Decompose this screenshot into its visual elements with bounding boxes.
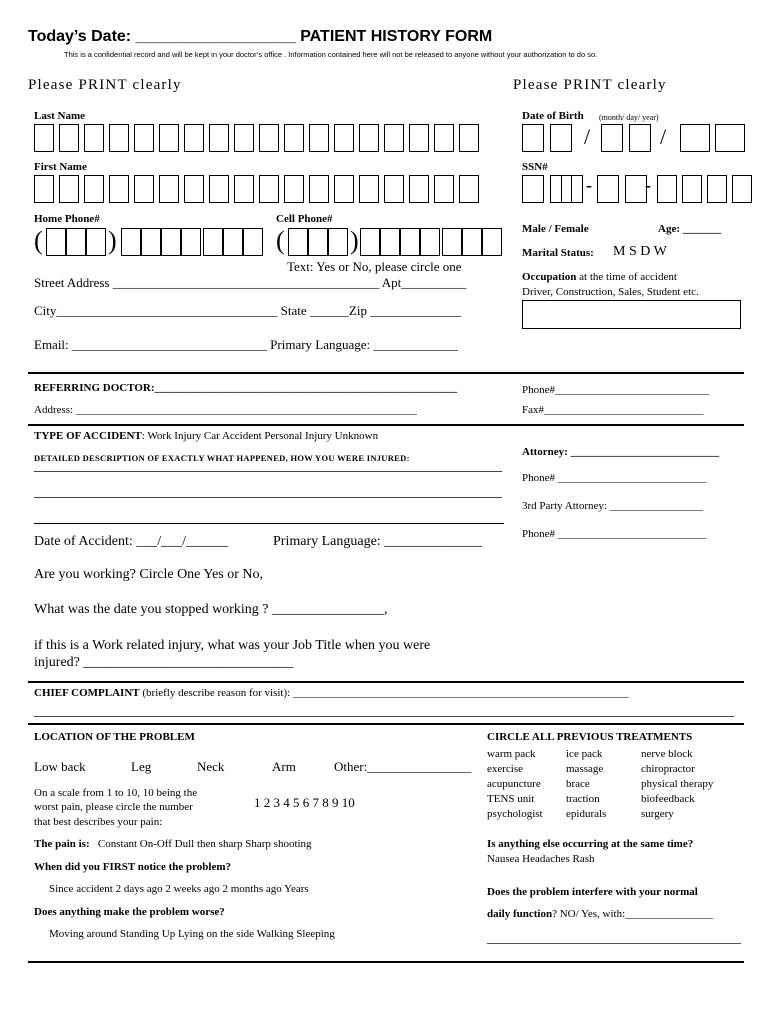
accident-language-field[interactable]: Primary Language: ______________: [273, 534, 483, 549]
ssn-boxes-1b[interactable]: [561, 175, 583, 203]
cell-area-code-boxes[interactable]: [288, 228, 348, 256]
occupation-label: Occupation: [522, 271, 577, 283]
interfere-field[interactable]: [487, 908, 713, 920]
pain-type-line[interactable]: [34, 838, 312, 850]
worse-question: Does anything make the problem worse?: [34, 906, 225, 918]
accident-date-field[interactable]: Date of Accident: ___/___/______: [34, 534, 229, 549]
divider-referring: [28, 372, 744, 374]
dob-month-boxes[interactable]: [522, 124, 578, 152]
marital-status-label: Marital Status:: [522, 247, 594, 259]
treatment-epidurals[interactable]: epidurals: [566, 808, 607, 820]
job-title-question: if this is a Work related injury, what was your Job Title when you were: [34, 638, 431, 653]
home-area-close-paren: ): [108, 226, 117, 255]
worse-options[interactable]: Moving around Standing Up Lying on the side Walking Sleeping: [49, 928, 335, 940]
scale-text-3: that best describes your pain:: [34, 816, 163, 828]
street-address-field[interactable]: Street Address _________________________________________ Apt__________: [34, 275, 467, 290]
city-state-zip-field[interactable]: City__________________________________ State ______Zip ______________: [34, 303, 462, 318]
last-name-label: Last Name: [34, 110, 86, 122]
cell-phone-label: Cell Phone#: [276, 213, 333, 225]
print-clearly-right: Please PRINT clearly: [513, 77, 667, 93]
treatment-traction[interactable]: traction: [566, 793, 600, 805]
chief-complaint-field[interactable]: [34, 687, 628, 699]
confidential-notice: This is a confidential record and will be kept in your doctor’s office . Information contained here will not be released to anyone without your authorization to do so.: [64, 50, 598, 59]
dob-slash-2: /: [660, 124, 667, 149]
attorney-label: Attorney: ___________________________: [522, 446, 720, 458]
location-neck[interactable]: Neck: [197, 759, 225, 774]
description-line-1[interactable]: [34, 471, 502, 472]
divider-bottom: [28, 961, 744, 963]
location-low-back[interactable]: Low back: [34, 759, 86, 774]
treatment-chiropractor[interactable]: chiropractor: [641, 763, 695, 775]
third-party-phone-field[interactable]: Phone# ___________________________: [522, 528, 707, 540]
scale-text-2: worst pain, please circle the number: [34, 801, 193, 813]
ssn-boxes-3[interactable]: [657, 175, 752, 203]
accident-description-label: DETAILED DESCRIPTION OF EXACTLY WHAT HAPPENED, HOW YOU WERE INJURED:: [34, 453, 410, 463]
interfere-daily-function: daily function: [487, 908, 553, 920]
ssn-label: SSN#: [522, 161, 548, 173]
treatment-massage[interactable]: massage: [566, 763, 604, 775]
occupation-input[interactable]: [522, 300, 741, 329]
treatment-brace[interactable]: brace: [566, 778, 590, 790]
first-notice-options[interactable]: Since accident 2 days ago 2 weeks ago 2 months ago Years: [49, 883, 309, 895]
referring-phone-field[interactable]: Phone#____________________________: [522, 384, 709, 396]
form-title: Today’s Date: __________________ PATIENT HISTORY FORM: [28, 28, 493, 45]
treatment-biofeedback[interactable]: biofeedback: [641, 793, 695, 805]
scale-text-1: On a scale from 1 to 10, 10 being the: [34, 787, 198, 799]
first-name-boxes[interactable]: [34, 175, 484, 203]
dob-day-boxes[interactable]: [601, 124, 657, 152]
last-name-boxes[interactable]: [34, 124, 484, 152]
marital-options[interactable]: M S D W: [613, 244, 667, 259]
dob-hint: (month/ day/ year): [599, 113, 659, 122]
text-consent[interactable]: Text: Yes or No, please circle one: [287, 259, 462, 274]
first-name-label: First Name: [34, 161, 87, 173]
treatment-warm-pack[interactable]: warm pack: [487, 748, 536, 760]
attorney-phone-field[interactable]: Phone# ___________________________: [522, 472, 707, 484]
cell-area-close-paren: ): [350, 226, 359, 255]
job-title-field[interactable]: injured? ______________________________: [34, 655, 294, 670]
treatment-nerve-block[interactable]: nerve block: [641, 748, 693, 760]
else-occurring-options[interactable]: Nausea Headaches Rash: [487, 853, 595, 865]
location-other[interactable]: Other:________________: [334, 759, 472, 774]
email-language-field[interactable]: Email: ______________________________ Primary Language: _____________: [34, 337, 458, 352]
referring-fax-field[interactable]: Fax#_____________________________: [522, 404, 704, 416]
description-line-2[interactable]: [34, 497, 502, 498]
sex-field[interactable]: Male / Female: [522, 223, 589, 235]
divider-location: [28, 723, 744, 725]
chief-complaint-rest: (briefly describe reason for visit): _____________________________________________________________: [139, 687, 629, 699]
home-phone-label: Home Phone#: [34, 213, 100, 225]
home-phone-boxes[interactable]: [121, 228, 263, 256]
working-question[interactable]: Are you working? Circle One Yes or No,: [34, 567, 264, 582]
dob-year-boxes[interactable]: [680, 124, 750, 152]
interfere-answer[interactable]: ? NO/ Yes, with:________________: [552, 908, 714, 920]
treatment-tens-unit[interactable]: TENS unit: [487, 793, 535, 805]
cell-phone-boxes[interactable]: [360, 228, 502, 256]
accident-type-label: TYPE OF ACCIDENT: [34, 430, 142, 442]
occupation-label-rest: at the time of accident: [576, 271, 677, 283]
interfere-line-2[interactable]: [487, 943, 741, 944]
interfere-question: Does the problem interfere with your normal: [487, 886, 698, 898]
chief-complaint-label: CHIEF COMPLAINT: [34, 687, 140, 699]
home-area-code-boxes[interactable]: [46, 228, 106, 256]
referring-doctor-field[interactable]: REFERRING DOCTOR:_______________________________________________________: [34, 382, 458, 394]
treatment-psychologist[interactable]: psychologist: [487, 808, 543, 820]
chief-complaint-line-2[interactable]: [34, 716, 734, 717]
treatment-physical-therapy[interactable]: physical therapy: [641, 778, 714, 790]
third-party-attorney-field[interactable]: 3rd Party Attorney: _________________: [522, 500, 704, 512]
divider-accident: [28, 424, 744, 426]
location-arm[interactable]: Arm: [272, 759, 296, 774]
first-notice-question: When did you FIRST notice the problem?: [34, 861, 232, 873]
divider-chief-complaint: [28, 681, 744, 683]
ssn-dash-2: -: [645, 175, 651, 195]
treatments-title: CIRCLE ALL PREVIOUS TREATMENTS: [487, 731, 693, 743]
treatment-ice-pack[interactable]: ice pack: [566, 748, 603, 760]
location-leg[interactable]: Leg: [131, 759, 152, 774]
accident-type-options[interactable]: : Work Injury Car Accident Personal Injury Unknown: [141, 430, 379, 442]
treatments-col-2[interactable]: [566, 747, 606, 822]
location-title: LOCATION OF THE PROBLEM: [34, 731, 195, 743]
accident-type-line[interactable]: [34, 430, 378, 442]
dob-slash-1: /: [584, 124, 591, 149]
pain-type-options[interactable]: Constant On-Off Dull then sharp Sharp shooting: [97, 838, 312, 850]
treatment-exercise[interactable]: exercise: [487, 763, 524, 775]
occupation-examples: Driver, Construction, Sales, Student etc.: [522, 286, 699, 298]
dob-label: Date of Birth: [522, 110, 584, 122]
occupation-label-line: [522, 271, 677, 283]
referring-address-field[interactable]: Address: ______________________________________________________________: [34, 404, 417, 416]
home-area-open-paren: (: [34, 226, 43, 255]
description-line-3[interactable]: [34, 523, 504, 524]
ssn-dash-1: -: [586, 175, 592, 195]
treatment-surgery[interactable]: surgery: [641, 808, 674, 820]
treatment-acupuncture[interactable]: acupuncture: [487, 778, 541, 790]
pain-scale-numbers[interactable]: 1 2 3 4 5 6 7 8 9 10: [254, 795, 355, 810]
cell-area-open-paren: (: [276, 226, 285, 255]
stopped-working-field[interactable]: What was the date you stopped working ? ________________,: [34, 602, 388, 617]
attorney-field[interactable]: [522, 446, 719, 458]
treatments-col-3[interactable]: [641, 747, 713, 822]
pain-type-label: The pain is:: [34, 838, 90, 850]
age-field[interactable]: Age: _______: [658, 223, 722, 235]
treatments-col-1[interactable]: [487, 747, 543, 822]
print-clearly-left: Please PRINT clearly: [28, 77, 182, 93]
else-occurring-question: Is anything else occurring at the same time?: [487, 838, 694, 850]
